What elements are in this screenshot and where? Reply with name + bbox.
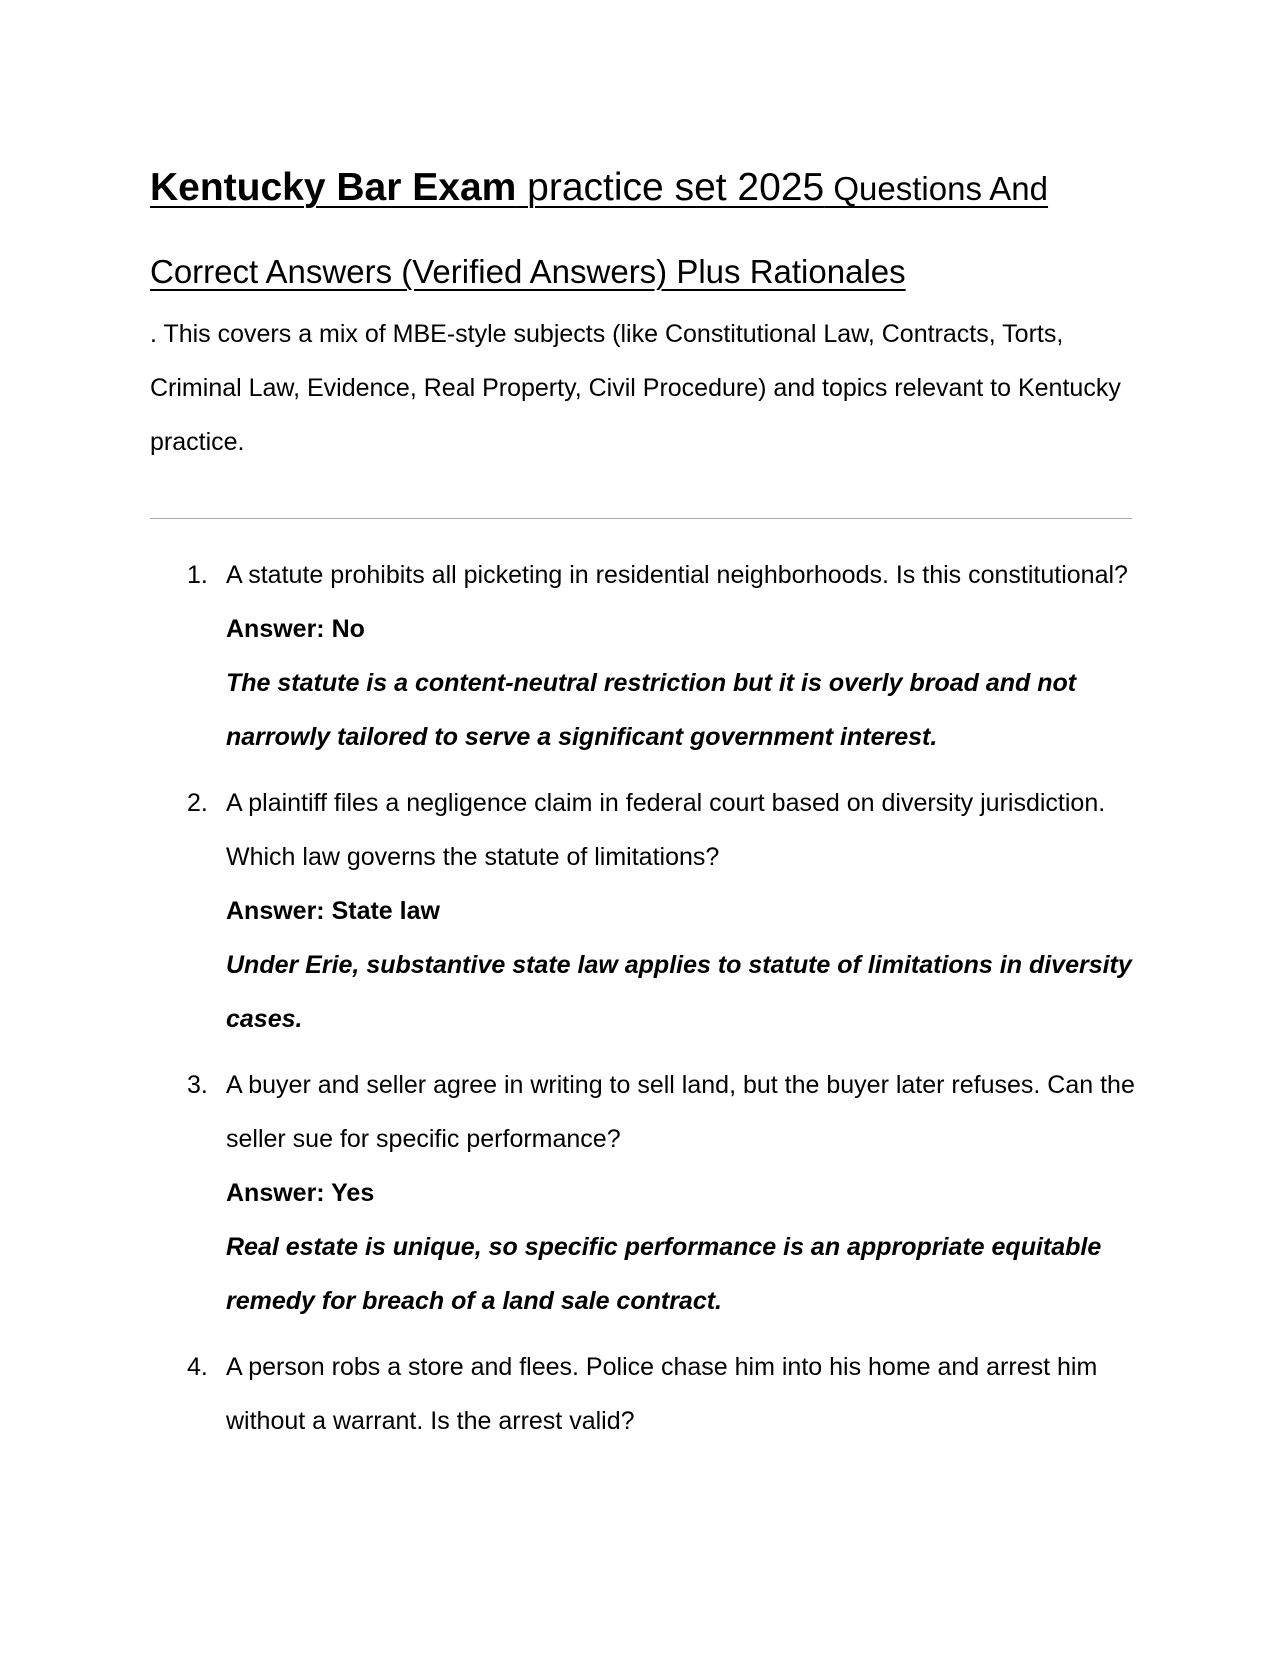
title-line-2: Correct Answers (Verified Answers) Plus Rationales xyxy=(150,253,906,290)
title-strong: Kentucky Bar Exam xyxy=(150,166,517,209)
rationale-text: Real estate is unique, so specific performance is an appropriate equitable remedy for breach of a land sale contract. xyxy=(226,1233,1102,1315)
question-list xyxy=(150,548,1140,1460)
rationale-text: The statute is a content-neutral restriction but it is overly broad and not narrowly tailored to serve a significant government interest. xyxy=(226,669,1077,751)
question-item xyxy=(150,1340,1140,1448)
question-item xyxy=(150,548,1140,764)
question-text: A statute prohibits all picketing in residential neighborhoods. Is this constitutional? xyxy=(226,561,1128,589)
question-text: A person robs a store and flees. Police chase him into his home and arrest him without a warrant. Is the arrest valid? xyxy=(226,1353,1098,1435)
answer-text: Answer: Yes xyxy=(226,1179,375,1207)
answer-text: Answer: State law xyxy=(226,897,440,925)
answer-text: Answer: No xyxy=(226,615,365,643)
question-number: 2. xyxy=(187,789,208,817)
question-text: A plaintiff files a negligence claim in federal court based on diversity jurisdiction. Which law governs the statute of limitations? xyxy=(226,789,1106,871)
title-mid: practice set 2025 xyxy=(516,166,825,209)
rationale-text: Under Erie, substantive state law applies to statute of limitations in diversity cases. xyxy=(226,951,1132,1033)
question-item xyxy=(150,1058,1140,1328)
question-number: 3. xyxy=(187,1071,208,1099)
document-title xyxy=(150,150,1150,310)
question-item xyxy=(150,776,1140,1046)
question-text: A buyer and seller agree in writing to sell land, but the buyer later refuses. Can the seller sue for specific performance? xyxy=(226,1071,1135,1153)
intro-paragraph: . This covers a mix of MBE-style subjects (like Constitutional Law, Contracts, Torts, Criminal Law, Evidence, Real Property, Civil Procedure) and topics relevant to Kentucky practice. xyxy=(150,320,1121,456)
title-small: Questions And xyxy=(824,170,1049,207)
title-line-1 xyxy=(150,150,1150,234)
question-number: 1. xyxy=(187,561,208,589)
section-divider xyxy=(150,518,1132,519)
question-number: 4. xyxy=(187,1353,208,1381)
